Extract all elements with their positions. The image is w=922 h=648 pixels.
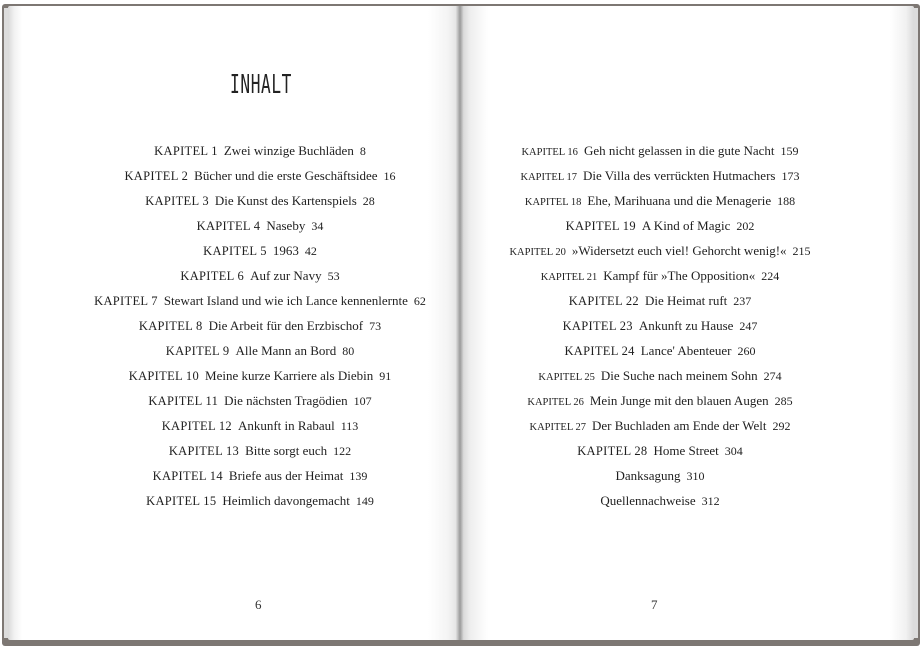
chapter-title: Heimlich davongemacht: [222, 493, 350, 508]
chapter-title: Die Heimat ruft: [644, 293, 728, 308]
chapter-title: Zwei winzige Buchläden: [223, 143, 354, 158]
chapter-label: KAPITEL 24: [564, 344, 635, 358]
toc-entry: [20, 291, 500, 316]
chapter-title: Stewart Island und wie ich Lance kennenlernte: [163, 293, 408, 308]
chapter-page: 122: [333, 444, 352, 458]
chapter-label: KAPITEL 14: [152, 469, 223, 483]
chapter-page: 285: [774, 394, 793, 408]
chapter-title: Briefe aus der Heimat: [228, 468, 344, 483]
chapter-label: KAPITEL 18: [524, 197, 582, 208]
chapter-page: 304: [724, 444, 743, 458]
page-number-right: 7: [651, 597, 658, 612]
chapter-label: KAPITEL 15: [146, 494, 217, 508]
chapter-page: 80: [342, 344, 355, 358]
toc-entry: [20, 141, 500, 166]
chapter-label: KAPITEL 6: [180, 269, 245, 283]
toc-entry: [470, 241, 850, 266]
chapter-label: KAPITEL 13: [168, 444, 240, 458]
chapter-page: 34: [311, 219, 324, 233]
chapter-page: 188: [777, 194, 796, 208]
toc-entry: [470, 166, 850, 191]
toc-entry: [470, 441, 850, 466]
toc-entry: [20, 166, 500, 191]
chapter-title: Geh nicht gelassen in die gute Nacht: [583, 143, 775, 158]
chapter-title: Kampf für »The Opposition«: [603, 268, 756, 283]
toc-entry: [20, 266, 500, 291]
chapter-label: KAPITEL 19: [565, 219, 636, 233]
chapter-page: 237: [733, 294, 752, 308]
chapter-label: KAPITEL 2: [124, 169, 189, 183]
chapter-label: KAPITEL 25: [538, 372, 595, 383]
chapter-page: 62: [413, 294, 426, 308]
chapter-page: 312: [701, 494, 720, 508]
chapter-label: KAPITEL 3: [145, 194, 209, 208]
toc-entry: [470, 141, 850, 166]
chapter-page: 149: [355, 494, 374, 508]
chapter-title: Mein Junge mit den blauen Augen: [589, 393, 769, 408]
chapter-title: Die Kunst des Kartenspiels: [214, 193, 357, 208]
chapter-title: Auf zur Navy: [250, 268, 322, 283]
toc-entry: [20, 241, 500, 266]
toc-entry: [470, 216, 850, 241]
chapter-title: 1963: [272, 243, 299, 258]
chapter-label: KAPITEL 20: [509, 247, 566, 258]
chapter-page: 107: [353, 394, 372, 408]
toc-entry: [20, 341, 500, 366]
chapter-title: Ankunft in Rabaul: [237, 418, 335, 433]
toc-entry: [20, 216, 500, 241]
chapter-label: KAPITEL 27: [529, 422, 586, 433]
chapter-title: A Kind of Magic: [641, 218, 731, 233]
chapter-page: 274: [763, 369, 782, 383]
chapter-page: 310: [686, 469, 705, 483]
chapter-label: KAPITEL 1: [154, 144, 218, 158]
chapter-title: Bücher und die erste Geschäftsidee: [194, 168, 378, 183]
chapter-title: Danksagung: [615, 468, 681, 483]
toc-entry: [470, 466, 850, 491]
toc-entry: [20, 391, 500, 416]
chapter-page: 215: [792, 244, 811, 258]
chapter-label: KAPITEL 16: [521, 147, 578, 158]
chapter-title: Home Street: [653, 443, 719, 458]
toc-list-right: [470, 141, 850, 516]
toc-entry: [20, 441, 500, 466]
chapter-title: Ankunft zu Hause: [638, 318, 734, 333]
toc-entry: [470, 316, 850, 341]
chapter-page: 260: [737, 344, 756, 358]
toc-entry: [470, 391, 850, 416]
toc-entry: [20, 191, 500, 216]
chapter-label: KAPITEL 10: [128, 369, 200, 383]
chapter-title: Alle Mann an Bord: [235, 343, 337, 358]
chapter-title: Die Suche nach meinem Sohn: [600, 368, 758, 383]
chapter-title: Ehe, Marihuana und die Menagerie: [587, 193, 772, 208]
chapter-label: KAPITEL 26: [527, 397, 584, 408]
toc-entry: [20, 316, 500, 341]
chapter-page: 91: [379, 369, 392, 383]
chapter-page: 8: [359, 144, 366, 158]
chapter-label: KAPITEL 21: [540, 272, 598, 283]
toc-entry: [20, 366, 500, 391]
chapter-label: KAPITEL 8: [138, 319, 203, 333]
chapter-page: 53: [327, 269, 340, 283]
toc-entry: [470, 491, 850, 516]
chapter-page: 173: [781, 169, 800, 183]
chapter-title: Bitte sorgt euch: [245, 443, 328, 458]
toc-entry: [20, 416, 500, 441]
chapter-page: 202: [736, 219, 755, 233]
chapter-label: KAPITEL 28: [577, 444, 648, 458]
chapter-title: Meine kurze Karriere als Diebin: [205, 368, 374, 383]
chapter-title: Der Buchladen am Ende der Welt: [591, 418, 767, 433]
chapter-page: 247: [739, 319, 758, 333]
toc-entry: [470, 366, 850, 391]
toc-entry: [20, 491, 500, 516]
chapter-label: KAPITEL 4: [196, 219, 261, 233]
toc-heading: INHALT: [230, 70, 293, 100]
chapter-page: 139: [349, 469, 368, 483]
chapter-title: Die Villa des verrückten Hutmachers: [583, 168, 776, 183]
toc-entry: [470, 191, 850, 216]
chapter-page: 73: [369, 319, 382, 333]
chapter-title: Die nächsten Tragödien: [224, 393, 348, 408]
chapter-label: KAPITEL 22: [568, 294, 639, 308]
chapter-page: 159: [780, 144, 799, 158]
toc-list-left: [20, 141, 500, 516]
chapter-label: KAPITEL 9: [165, 344, 230, 358]
chapter-label: KAPITEL 7: [94, 294, 158, 308]
chapter-page: 292: [772, 419, 791, 433]
chapter-title: Naseby: [266, 218, 306, 233]
chapter-label: KAPITEL 17: [520, 172, 577, 183]
toc-entry: [20, 466, 500, 491]
chapter-title: Die Arbeit für den Erzbischof: [208, 318, 364, 333]
chapter-page: 16: [383, 169, 396, 183]
chapter-page: 42: [304, 244, 317, 258]
chapter-title: Quellennachweise: [600, 493, 696, 508]
chapter-label: KAPITEL 12: [161, 419, 232, 433]
chapter-page: 224: [761, 269, 780, 283]
page-number-left: 6: [255, 597, 262, 612]
toc-entry: [470, 416, 850, 441]
chapter-title: »Widersetzt euch viel! Gehorcht wenig!«: [571, 243, 787, 258]
chapter-page: 113: [340, 419, 359, 433]
toc-entry: [470, 266, 850, 291]
chapter-label: KAPITEL 23: [562, 319, 633, 333]
chapter-page: 28: [362, 194, 375, 208]
chapter-label: KAPITEL 5: [203, 244, 267, 258]
chapter-title: Lance' Abenteuer: [640, 343, 732, 358]
chapter-label: KAPITEL 11: [148, 394, 219, 408]
toc-entry: [470, 291, 850, 316]
toc-entry: [470, 341, 850, 366]
